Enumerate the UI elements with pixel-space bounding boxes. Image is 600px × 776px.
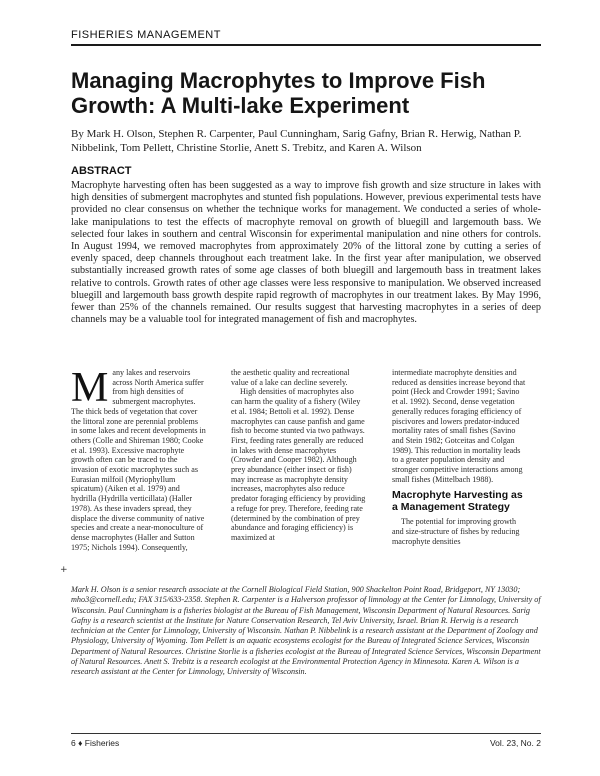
body-column-2 bbox=[231, 368, 366, 543]
section-header bbox=[71, 24, 541, 46]
page-number: 6 ♦ Fisheries bbox=[71, 738, 120, 748]
register-mark: + bbox=[60, 565, 68, 575]
drop-cap: M bbox=[71, 365, 109, 411]
volume-info: Vol. 23, No. 2 bbox=[489, 738, 541, 748]
abstract-text: Macrophyte harvesting often has been suggested as a way to improve fish growth and size structure in lakes with high densities of submergent macrophytes and stunted fish populations. However, previous experimental tests have provided no clear consensus on whether the technique works for management. We conducted a series of whole-lake manipulations to test the effects of macrophyte removal on growth of bluegill and largemouth bass. We selected four lakes in southern and central Wisconsin for experimental manipulation and nine others for controls. In August 1994, we removed macrophytes from approximately 20% of the littoral zone by cutting a series of evenly spaced, deep channels throughout each treatment lake. In the first year after manipulation, we observed substantially increased growth rates of some age classes of both bluegill and largemouth bass in treatment lakes relative to controls. Growth rates of other age classes were less responsive to manipulation. We observed increased bluegill and largemouth bass growth despite rapid regrowth of macrophytes in our treatment lakes. By May 1996, fewer than 25% of the channels remained. Our results suggest that harvesting macrophytes in a series of deep channels may be a valuable tool for integrated management of fish and macrophytes. bbox=[71, 180, 541, 326]
author-affiliations: Mark H. Olson is a senior research associate at the Cornell Biological Field Station, 900 Shackelton Point Road, Bridgeport, NY 13030; mho3@cornell.edu; FAX 315/633-2358. Stephen R. Carpenter is a Halverson professor of limnology at the Center for Limnology, University of Wisconsin. Paul Cunningham is a fisheries biologist at the Bureau of Fish Management, Wisconsin Department of Natural Resources. Sarig Gafny is a research scientist at the Institute for Nature Conservation Research, Tel Aviv University, Israel. Brian R. Herwig is a research technician at the Center for Limnology, University of Wisconsin. Nathan P. Nibbelink is a research assistant at the Department of Zoology and Physiology, University of Wyoming. Tom Pellett is an aquatic ecosystems ecologist for the Bureau of Integrated Science Services, Wisconsin Department of Natural Resources. Christine Storlie is a fisheries ecologist at the Bureau of Integrated Science Services, Wisconsin Department of Natural Resources. Anett S. Trebitz is a research ecologist at the Environmental Protection Agency in Minnesota. Karen A. Wilson is a research assistant at the Center for Limnology, University of Wisconsin. bbox=[71, 585, 541, 677]
section-label: FISHERIES MANAGEMENT bbox=[71, 29, 221, 41]
section-subheading: Macrophyte Harvesting as a Management Strategy bbox=[392, 489, 523, 514]
body-column-3 bbox=[392, 368, 527, 547]
body-paragraph: intermediate macrophyte densities and reduced as densities increase beyond that point (Heck and Crowder 1991; Savino et al. 1992). Second, dense vegetation generally reduces foraging efficiency of piscivores and lowers predator-induced mortality rates of small fishes (Savino and Stein 1982; Gotceitas and Colgan 1989). This reduction in mortality leads to a greater population density and stronger competitive interactions among small fishes (Mittelbach 1988). bbox=[392, 368, 526, 484]
footer-rule bbox=[71, 733, 541, 734]
body-paragraph: The potential for improving growth and size-structure of fishes by reducing macrophyte densities bbox=[392, 517, 520, 546]
body-paragraph: High densities of macrophytes also can harm the quality of a fishery (Wiley et al. 1984; Bettoli et al. 1992). Dense macrophytes can cause panfish and game fish to become stunted via two pathways. First, feeding rates generally are reduced in lakes with dense macrophytes (Crowder and Cooper 1982). Although prey abundance (either insect or fish) may increase as macrophyte density increases, macrophytes also reduce predator foraging efficiency by providing a refuge for prey. Therefore, feeding rate (determined by the combination of prey abundance and foraging efficiency) is maximized at bbox=[231, 387, 366, 542]
abstract-heading: ABSTRACT bbox=[71, 165, 132, 177]
author-list: By Mark H. Olson, Stephen R. Carpenter, Paul Cunningham, Sarig Gafny, Brian R. Herwig, Nathan P. Nibbelink, Tom Pellett, Christine Storlie, Anett S. Trebitz, and Karen A. Wilson bbox=[71, 128, 522, 154]
body-column-1 bbox=[71, 365, 206, 552]
body-paragraph: the aesthetic quality and recreational value of a lake can decline severely. bbox=[231, 368, 350, 387]
article-title: Managing Macrophytes to Improve Fish Growth: A Multi-lake Experiment bbox=[71, 68, 486, 118]
body-paragraph: any lakes and reservoirs across North America suffer from high densities of submergent macrophytes. The thick beds of vegetation that cover the littoral zone are perennial problems in some lakes and recent developments in others (Colle and Shireman 1980; Cooke et al. 1993). Excessive macrophyte growth often can be traced to the invasion of exotic macrophytes such as Eurasian milfoil (Myriophyllum spicatum) (Aiken et al. 1979) and hydrilla (Hydrilla verticillata) (Haller 1978). As these invaders spread, they displace the diverse community of native species and create a near-monoculture of dense macrophytes (Haller and Sutton 1975; Nichols 1994). Consequently, bbox=[71, 368, 206, 552]
